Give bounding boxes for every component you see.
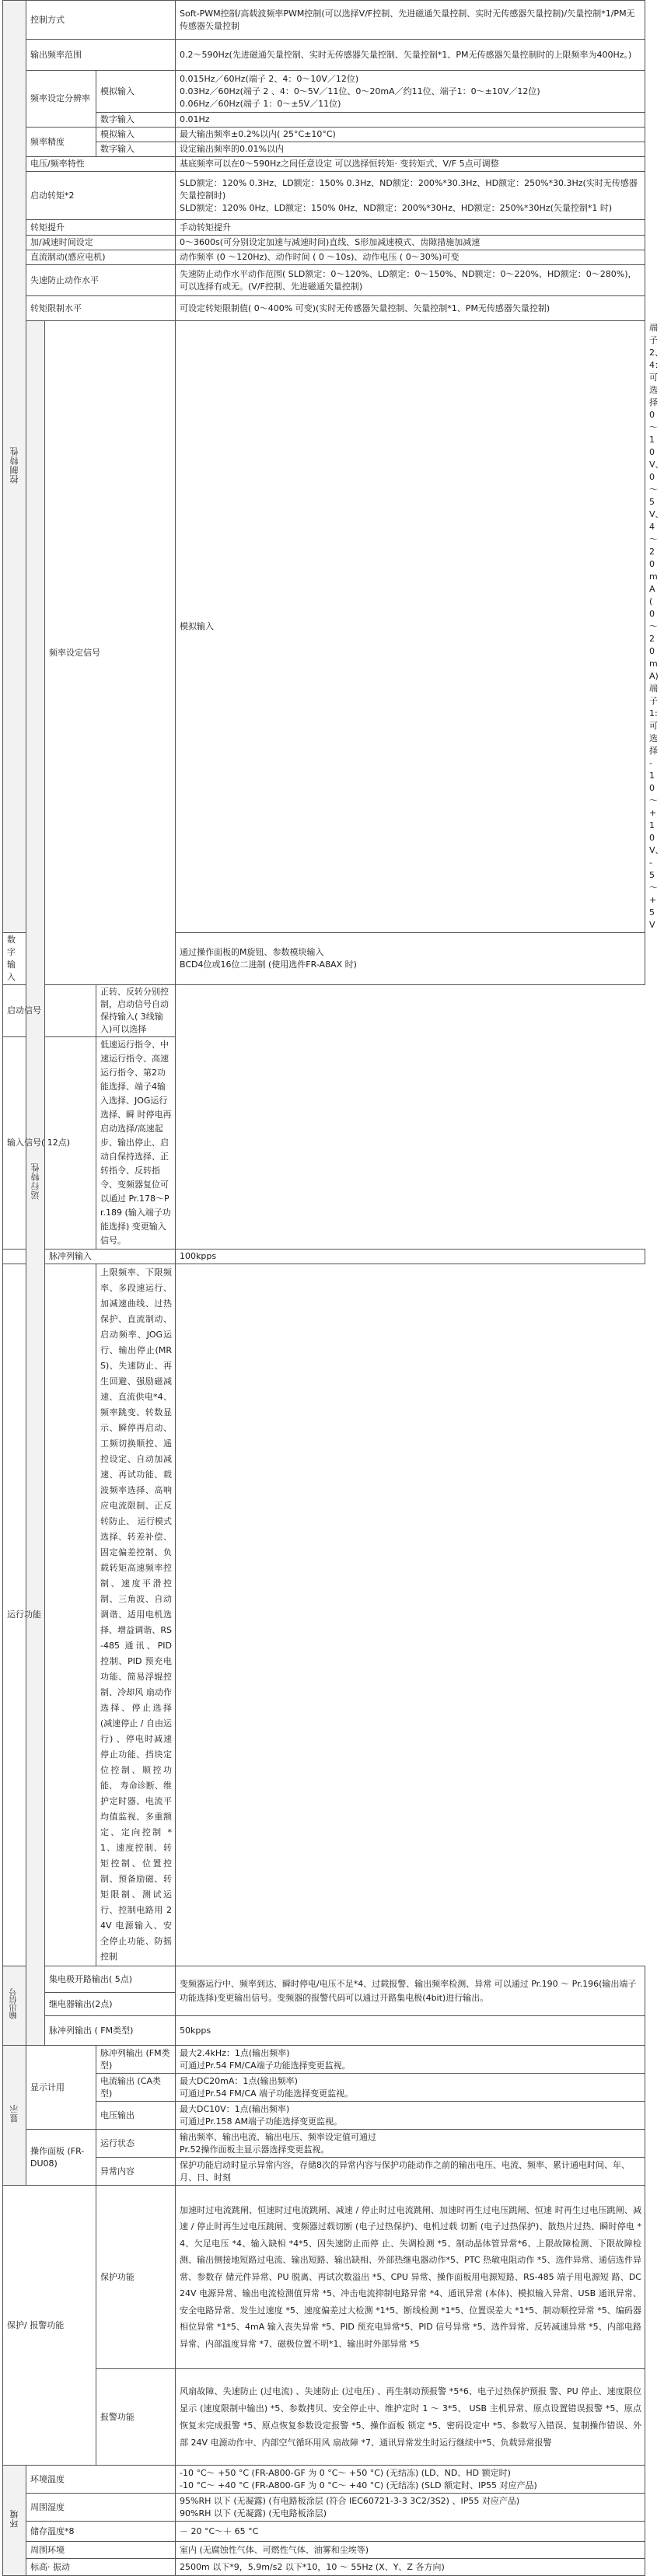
freq-signal-analog-label: 模拟输入 [176, 321, 645, 933]
atmosphere-value: 室内 (无腐蚀性气体、可燃性气体、油雾和尘埃等) [176, 2542, 645, 2559]
altitude-value: 2500m 以下*9，5.9m/s2 以下*10，10 ～ 55Hz (X、Y、Z 各方向) [176, 2559, 645, 2576]
output-freq-label: 输出频率范围 [26, 40, 176, 71]
meter-label: 显示计用 [26, 2046, 96, 2130]
open-collector-label: 集电极开路输出( 5点) [45, 1966, 176, 1993]
pulse-input-label: 脉冲列输入 [45, 1250, 176, 1264]
category-operation: 运行特性 [26, 321, 45, 2046]
freq-resolution-analog-value: 0.015Hz／60Hz(端子 2、4：0～10V／12位) 0.03Hz／60Hz(端子 2 、4：0～5V／11位、0～20mA／约11位、端子1：0～±10V／12位) 0.06Hz／60Hz(端子 1：0～±5V／11位) [176, 71, 645, 113]
freq-accuracy-analog-value: 最大输出频率±0.2%以内( 25°C±10°C) [176, 128, 645, 142]
meter-voltage-label: 电压输出 [96, 2102, 176, 2130]
input-signal-value: 低速运行指令、中速运行指令、高速运行指令、第2功能选择、端子4输入选择、JOG运行选择、瞬 时停电再启动选择/高速起步、输出停止、启动自保持选择、正转指令、反转指令、变频器复位可以通过 Pr.178～Pr.189 (输入端子功能选择) 变更输入信号。 [96, 1037, 176, 1250]
freq-resolution-digital-value: 0.01Hz [176, 113, 645, 128]
meter-current-label: 电流输出 (CA类型) [96, 2074, 176, 2102]
dc-brake-value: 动作频率 (0 ～120Hz)、动作时间 ( 0 ～10s)、动作电压 ( 0～30%)可变 [176, 250, 645, 265]
freq-signal-digital-label: 数字输入 [3, 933, 26, 985]
humidity-value: 95%RH 以下 (无凝露) (有电路板涂层 (符合 IEC60721-3-3 3C2/3S2) 、IP55 对应产品) 90%RH 以下 (无凝露) (无电路板涂层) [176, 2494, 645, 2522]
pulse-input-value: 100kpps [176, 1250, 645, 1264]
run-function-label: 运行功能 [3, 1264, 96, 1966]
alarm-label: 报警功能 [96, 2369, 176, 2466]
protect-label: 保护功能 [96, 2186, 176, 2369]
meter-current-value: 最大DC20mA：1点(输出频率) 可通过Pr.54 FM/CA 端子功能选择变更监视。 [176, 2074, 645, 2102]
torque-boost-label: 转矩提升 [26, 220, 176, 236]
relay-output-label: 继电器输出(2点) [45, 1993, 176, 2016]
freq-resolution-analog-label: 模拟输入 [96, 71, 176, 113]
category-protection: 保护/ 报警功能 [3, 2186, 96, 2466]
control-method-label: 控制方式 [26, 1, 176, 40]
panel-status-label: 运行状态 [96, 2130, 176, 2158]
panel-label: 操作面板 (FR- DU08) [26, 2130, 96, 2186]
start-torque-label: 启动转矩*2 [26, 172, 176, 220]
stall-prevention-value: 失速防止动作水平动作范围( SLD额定：0～120%、LD额定：0～150%、ND额定：0～220%、HD额定：0～280%)，可以选择有或无。(V/F控制、先进磁通矢量控制) [176, 265, 645, 296]
panel-fault-value: 保护功能启动时显示异常内容，存储8次的异常内容与保护功能动作之前的输出电压、电流、频率、累计通电时间、年、月、日、时刻 [176, 2158, 645, 2186]
category-control: 控制特性 [3, 1, 26, 933]
pulse-output-label: 脉冲列输出 ( FM类型) [45, 2016, 176, 2046]
accel-decel-label: 加/减速时间设定 [26, 236, 176, 250]
run-function-value: 上限频率、下限频率、多段速运行、加减速曲线、过热保护、直流制动、启动频率、JOG运行、输出停止(MRS)、失速防止、再生回避、强励磁减速、直流供电*4、频率跳变、转数显示、瞬停再启动、工频切换顺控、遥控设定、自动加减速、再试功能、载波频率选择、高响应电流限制、正反转防止、 运行模式选择、转差补偿、固定偏差控制、负载转矩高速频率控制、速度平滑控制、三角波、自动 调谐、适用电机选择、增益调谐、RS-485 通讯、PID 控制、PID 预充电功能、简易浮辊控制、冷却风 扇动作选择、停止选择 (减速停止 / 自由运行) 、停电时减速停止功能、挡块定位控制、顺控功能、 寿命诊断、维护定时器、电流平均值监视、多重额定、定向控制 *1、速度控制、转矩控制、位置控 制、预备励磁、转矩限制、测试运行、控制电路用 24V 电源输入、安全停止功能、防摇控制 [96, 1264, 176, 1966]
torque-limit-value: 可设定转矩限制值( 0～400% 可变)(实时无传感器矢量控制、矢量控制*1、PM无传感器矢量控制) [176, 296, 645, 321]
category-environment: 环境 [3, 2466, 26, 2576]
output-freq-value: 0.2～590Hz(先进磁通矢量控制、实时无传感器矢量控制、矢量控制*1、PM无传感器矢量控制时的上限频率为400Hz。) [176, 40, 645, 71]
stall-prevention-label: 失速防止动作水平 [26, 265, 176, 296]
ambient-temp-label: 环境温度 [26, 2466, 176, 2494]
meter-voltage-value: 最大DC10V：1点(输出频率) 可通过Pr.158 AM端子功能选择变更监视。 [176, 2102, 645, 2130]
freq-accuracy-label: 频率精度 [26, 128, 96, 157]
alarm-value: 风扇故障、失速防止 (过电流) 、失速防止 (过电压) 、再生制动预报警 *5*6、电子过热保护预报 警、PU 停止、速度限位显示 (速度限制中输出) *5、参数拷贝、安全停止中、维护定时 1 ～ 3*5、 USB 主机异常、原点设置错误报警 *5、原点恢复未完成报警 *5、原点恢复参数设定报警 *5、操作面板 锁定 *5、密码设定中 *5、参数写入错误、复制操作错误、外部 24V 电源动作中、内部空气循环用风 扇故障 *7、通讯异常发生时运行继续中*5、负载异常报警 [176, 2369, 645, 2466]
freq-signal-digital-value: 通过操作面板的M旋钮、参数模块输入 BCD4位或16位二进制 (使用选件FR-A8AX 时) [176, 933, 645, 985]
freq-accuracy-digital-value: 设定输出频率的0.01%以内 [176, 142, 645, 157]
vf-char-value: 基底频率可以在0～590Hz之间任意设定 可以选择恒转矩· 变转矩式、V/F 5点可调整 [176, 157, 645, 172]
freq-resolution-digital-label: 数字输入 [96, 113, 176, 128]
torque-limit-label: 转矩限制水平 [26, 296, 176, 321]
panel-fault-label: 异常内容 [96, 2158, 176, 2186]
freq-signal-label: 频率设定信号 [45, 321, 176, 985]
output-signal-value: 变频器运行中、频率到达、瞬时停电/电压不足*4、过载报警、输出频率检测、异常 可以通过 Pr.190 ～ Pr.196(输出端子功能选择)变更输出信号。变频器的报警代码可以通过开路集电极(4bit)进行输出。 [176, 1966, 645, 2016]
dc-brake-label: 直流制动(感应电机) [26, 250, 176, 265]
spec-table: 控制特性 控制方式 Soft-PWM控制/高载波频率PWM控制(可以选择V/F控制、先进磁通矢量控制、实时无传感器矢量控制)/矢量控制*1/PM无传感器矢量控制 输出频率范围 0.2～590Hz(先进磁通矢量控制、实时无传感器矢量控制、矢量控制*1、PM无传感器矢量控制时的上限频率为400Hz。) 频率设定分辨率 模拟输入 0.015Hz／60Hz(端子 2、4：0～10V／12位) 0.03Hz／60Hz(端子 2 、4：0～5V／11位、0～20mA／约11位、端子1：0～±10V／12位) 0.06Hz／60Hz(端子 1：0～±5V／11位) 数字输入 0.01Hz 频率精度 模拟输入 最大输出频率±0.2%以内( 25°C±10°C) 数字输入 设定输出频率的0.01%以内 电压/频率特性 基底频率可以在0～590Hz之间任意设定 可以选择恒转矩· 变转矩式、V/F 5点可调整 启动转矩*2 SLD额定：120% 0.3Hz、LD额定：150% 0.3Hz、ND额定：200%*30.3Hz、HD额定：250%*30.3Hz(实时无传感器矢量控制时) SLD额定：120% 0Hz、LD额定：150% 0Hz、ND额定：200%*30Hz、HD额定：250%*30Hz(矢量控制*1 时) 转矩提升 手动转矩提升 加/减速时间设定 0～3600s(可分别设定加速与减速时间)直线、S形加减速模式、齿隙措施加减速 直流制动(感应电机) 动作频率 (0 ～120Hz)、动作时间 ( 0 ～10s)、动作电压 ( 0～30%)可变 失速防止动作水平 失速防止动作水平动作范围( SLD额定：0～120%、LD额定：0～150%、ND额定：0～220%、HD额定：0～280%)，可以选择有或无。(V/F控制、先进磁通矢量控制) 转矩限制水平 可设定转矩限制值( 0～400% 可变)(实时无传感器矢量控制、矢量控制*1、PM无传感器矢量控制) 运行特性 频率设定信号 模拟输入 端子2、4：可选择0～10V、0～5V、4～20mA( 0 ～20mA) 端子1: 可选择 -10 ～+10V、- 5～+5V 数字输入 通过操作面板的M旋钮、参数模块输入 BCD4位或16位二进制 (使用选件FR-A8AX 时) 启动信号 正转、反转分别控制，启动信号自动保持输入( 3线输入)可以选择 输入信号( 12点) 低速运行指令、中速运行指令、高速运行指令、第2功能选择、端子4输入选择、JOG运行选择、瞬 时停电再启动选择/高速起步、输出停止、启动自保持选择、正转指令、反转指令、变频器复位可以通过 Pr.178～Pr.189 (输入端子功能选择) 变更输入信号。 脉冲列输入 100kpps 运行功能 上限频率、下限频率、多段速运行、加减速曲线、过热保护、直流制动、启动频率、JOG运行、输出停止(MRS)、失速防止、再生回避、强励磁减速、直流供电*4、频率跳变、转数显示、瞬停再启动、工频切换顺控、遥控设定、自动加减速、再试功能、载波频率选择、高响应电流限制、正反转防止、 运行模式选择、转差补偿、固定偏差控制、负载转矩高速频率控制、速度平滑控制、三角波、自动 调谐、适用电机选择、增益调谐、RS-485 通讯、PID 控制、PID 预充电功能、简易浮辊控制、冷却风 扇动作选择、停止选择 (减速停止 / 自由运行) 、停电时减速停止功能、挡块定位控制、顺控功能、 寿命诊断、维护定时器、电流平均值监视、多重额定、定向控制 *1、速度控制、转矩控制、位置控 制、预备励磁、转矩限制、测试运行、控制电路用 24V 电源输入、安全停止功能、防摇控制 输出信号 集电极开路输出( 5点) 变频器运行中、频率到达、瞬时停电/电压不足*4、过载报警、输出频率检测、异常 可以通过 Pr.190 ～ Pr.196(输出端子功能选择)变更输出信号。变频器的报警代码可以通过开路集电极(4bit)进行输出。 继电器输出(2点) 脉冲列输出 ( FM类型) 50kpps 显示 显示计用 脉冲列输出 (FM类型) 最大2.4kHz：1点(输出频率) 可通过Pr.54 FM/CA端子功能选择变更监视。 电流输出 (CA类型) 最大DC20mA：1点(输出频率) 可通过Pr.54 FM/CA 端子功能选择变更监视。 电压输出 最大DC10V：1点(输出频率) 可通过Pr.158 AM端子功能选择变更监视。 操作面板 (FR- DU08) 运行状态 输出频率、输出电流、输出电压、频率设定值可通过 Pr.52操作面板主显示器选择变更监视。 异常内容 保护功能启动时显示异常内容，存储8次的异常内容与保护功能动作之前的输出电压、电流、频率、累计通电时间、年、月、日、时刻 保护/ 报警功能 保护功能 加速时过电流跳闸、恒速时过电流跳闸、减速 / 停止时过电流跳闸、加速时再生过电压跳闸、恒速 时再生过电压跳闸、减速 / 停止时再生过电压跳闸、变频器过载切断 (电子过热保护)、电机过载 切断 (电子过热保护)、散热片过热、瞬时停电 *4、欠足电压 *4、输入缺相 *4*5、因失速防止而停 止、失调检测 *5、制动晶体管异常*6、上限故障检测、下限故障检测、输出侧接地短路过电流、输出短路、输出缺相、外部热继电器动作*5、PTC 热敏电阻动作 *5、选件异常、通信选件异常、参数存 储元件异常、PU 脱离、再试次数溢出 *5、CPU 异常、操作面板用电源短路、RS-485 端子用电源短 路、DC24V 电源异常、输出电流检测值异常 *5、冲击电流抑制电路异常 *4、通讯异常 (本体)、模拟输入异常、USB 通讯异常、安全电路异常、发生过速度 *5、速度偏差过大检测 *1*5、断线检测 *1*5、位置误差大 *1*5、制动顺控异常 *5、编码器相位异常 *1*5、4mA 输入丧失异常 *5、PID 预充电异常*5、PID 信号异常 *5、选件异常、反转减速异常 *5、内部电路异常、内部温度异常 *7、磁极位置不明*1、输出时外部异常 *5 报警功能 风扇故障、失速防止 (过电流) 、失速防止 (过电压) 、再生制动预报警 *5*6、电子过热保护预报 警、PU 停止、速度限位显示 (速度限制中输出) *5、参数拷贝、安全停止中、维护定时 1 ～ 3*5、 USB 主机异常、原点设置错误报警 *5、原点恢复未完成报警 *5、原点恢复参数设定报警 *5、操作面板 锁定 *5、密码设定中 *5、参数写入错误、复制操作错误、外部 24V 电源动作中、内部空气循环用风 扇故障 *7、通讯异常发生时运行继续中*5、负载异常报警 环境 环境温度 -10 °C～ +50 °C (FR-A800-GF 为 0 °C～ +50 °C) (无结冻) (LD、ND、HD 额定时) -10 °C～ +40 °C (FR-A800-GF 为 0 °C～ +40 °C) (无结冻) (SLD 额定时、IP55 对应产品) 周围湿度 95%RH 以下 (无凝露) (有电路板涂层 (符合 IEC60721-3-3 3C2/3S2) 、IP55 对应产品) 90%RH 以下 (无凝露) (无电路板涂层) 储存温度*8 － 20 °C～＋ 65 °C 周围环境 室内 (无腐蚀性气体、可燃性气体、油雾和尘埃等) 标高· 振动 2500m 以下*9，5.9m/s2 以下*10，10 ～ 55Hz (X、Y、Z 各方向) [2, 0, 645, 2576]
protect-value: 加速时过电流跳闸、恒速时过电流跳闸、减速 / 停止时过电流跳闸、加速时再生过电压跳闸、恒速 时再生过电压跳闸、减速 / 停止时再生过电压跳闸、变频器过载切断 (电子过热保护)、电机过载 切断 (电子过热保护)、散热片过热、瞬时停电 *4、欠足电压 *4、输入缺相 *4*5、因失速防止而停 止、失调检测 *5、制动晶体管异常*6、上限故障检测、下限故障检测、输出侧接地短路过电流、输出短路、输出缺相、外部热继电器动作*5、PTC 热敏电阻动作 *5、选件异常、通信选件异常、参数存 储元件异常、PU 脱离、再试次数溢出 *5、CPU 异常、操作面板用电源短路、RS-485 端子用电源短 路、DC24V 电源异常、输出电流检测值异常 *5、冲击电流抑制电路异常 *4、通讯异常 (本体)、模拟输入异常、USB 通讯异常、安全电路异常、发生过速度 *5、速度偏差过大检测 *1*5、断线检测 *1*5、位置误差大 *1*5、制动顺控异常 *5、编码器相位异常 *1*5、4mA 输入丧失异常 *5、PID 预充电异常*5、PID 信号异常 *5、选件异常、反转减速异常 *5、内部电路异常、内部温度异常 *7、磁极位置不明*1、输出时外部异常 *5 [176, 2186, 645, 2369]
control-method-value: Soft-PWM控制/高载波频率PWM控制(可以选择V/F控制、先进磁通矢量控制、实时无传感器矢量控制)/矢量控制*1/PM无传感器矢量控制 [176, 1, 645, 40]
vf-char-label: 电压/频率特性 [26, 157, 176, 172]
output-signal-group: 输出信号 [3, 1966, 26, 2046]
start-signal-label: 启动信号 [3, 985, 96, 1037]
accel-decel-value: 0～3600s(可分别设定加速与减速时间)直线、S形加减速模式、齿隙措施加减速 [176, 236, 645, 250]
storage-temp-label: 储存温度*8 [26, 2522, 176, 2542]
freq-accuracy-digital-label: 数字输入 [96, 142, 176, 157]
panel-status-value: 输出频率、输出电流、输出电压、频率设定值可通过 Pr.52操作面板主显示器选择变更监视。 [176, 2130, 645, 2158]
storage-temp-value: － 20 °C～＋ 65 °C [176, 2522, 645, 2542]
atmosphere-label: 周围环境 [26, 2542, 176, 2559]
meter-pulse-label: 脉冲列输出 (FM类型) [96, 2046, 176, 2074]
ambient-temp-value: -10 °C～ +50 °C (FR-A800-GF 为 0 °C～ +50 °C) (无结冻) (LD、ND、HD 额定时) -10 °C～ +40 °C (FR-A800-GF 为 0 °C～ +40 °C) (无结冻) (SLD 额定时、IP55 对应产品) [176, 2466, 645, 2494]
input-signal-label: 输入信号( 12点) [3, 1037, 96, 1250]
start-torque-value: SLD额定：120% 0.3Hz、LD额定：150% 0.3Hz、ND额定：200%*30.3Hz、HD额定：250%*30.3Hz(实时无传感器矢量控制时) SLD额定：120% 0Hz、LD额定：150% 0Hz、ND额定：200%*30Hz、HD额定：250%*30Hz(矢量控制*1 时) [176, 172, 645, 220]
freq-resolution-label: 频率设定分辨率 [26, 71, 96, 128]
freq-accuracy-analog-label: 模拟输入 [96, 128, 176, 142]
start-signal-value: 正转、反转分别控制，启动信号自动保持输入( 3线输入)可以选择 [96, 985, 176, 1037]
altitude-label: 标高· 振动 [26, 2559, 176, 2576]
pulse-output-value: 50kpps [176, 2016, 645, 2046]
category-display: 显示 [3, 2046, 26, 2186]
humidity-label: 周围湿度 [26, 2494, 176, 2522]
meter-pulse-value: 最大2.4kHz：1点(输出频率) 可通过Pr.54 FM/CA端子功能选择变更监视。 [176, 2046, 645, 2074]
torque-boost-value: 手动转矩提升 [176, 220, 645, 236]
